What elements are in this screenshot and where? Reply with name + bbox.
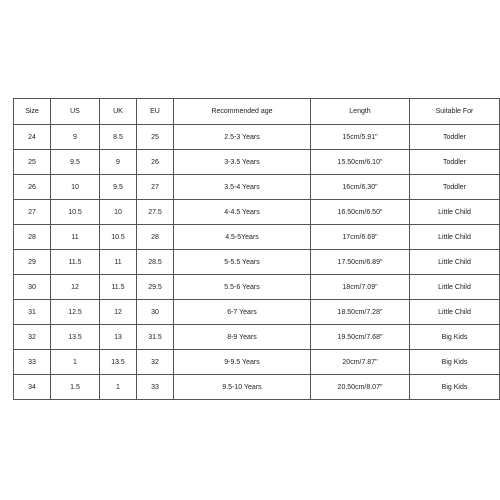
cell-suitable-for: Little Child — [410, 200, 500, 225]
size-chart-table — [13, 98, 500, 400]
cell-recommended-age: 9-9.5 Years — [174, 350, 311, 375]
header-suitable-for: Suitable For — [410, 99, 500, 125]
cell-eu: 33 — [137, 375, 174, 400]
cell-size: 31 — [14, 300, 51, 325]
cell-length: 17.50cm/6.89" — [311, 250, 410, 275]
table-row — [14, 200, 500, 225]
header-us: US — [51, 99, 100, 125]
cell-uk: 13 — [100, 325, 137, 350]
table-row — [14, 300, 500, 325]
cell-uk: 10 — [100, 200, 137, 225]
cell-eu: 27.5 — [137, 200, 174, 225]
cell-recommended-age: 4-4.5 Years — [174, 200, 311, 225]
cell-length: 18.50cm/7.28" — [311, 300, 410, 325]
cell-eu: 31.5 — [137, 325, 174, 350]
cell-suitable-for: Little Child — [410, 250, 500, 275]
cell-us: 12.5 — [51, 300, 100, 325]
cell-us: 9 — [51, 125, 100, 150]
table-row — [14, 325, 500, 350]
cell-size: 33 — [14, 350, 51, 375]
table-row — [14, 150, 500, 175]
cell-size: 28 — [14, 225, 51, 250]
cell-uk: 11 — [100, 250, 137, 275]
cell-uk: 8.5 — [100, 125, 137, 150]
cell-recommended-age: 5.5-6 Years — [174, 275, 311, 300]
cell-length: 15.50cm/6.10" — [311, 150, 410, 175]
cell-us: 12 — [51, 275, 100, 300]
header-row — [14, 99, 500, 125]
table-row — [14, 275, 500, 300]
cell-recommended-age: 2.5-3 Years — [174, 125, 311, 150]
cell-us: 13.5 — [51, 325, 100, 350]
cell-size: 27 — [14, 200, 51, 225]
cell-suitable-for: Big Kids — [410, 350, 500, 375]
cell-length: 16.50cm/6.50" — [311, 200, 410, 225]
cell-uk: 9 — [100, 150, 137, 175]
cell-length: 15cm/5.91" — [311, 125, 410, 150]
cell-eu: 32 — [137, 350, 174, 375]
cell-uk: 13.5 — [100, 350, 137, 375]
cell-us: 10 — [51, 175, 100, 200]
table-row — [14, 225, 500, 250]
table-row — [14, 375, 500, 400]
cell-eu: 29.5 — [137, 275, 174, 300]
cell-length: 20.50cm/8.07" — [311, 375, 410, 400]
cell-us: 11.5 — [51, 250, 100, 275]
cell-length: 18cm/7.09" — [311, 275, 410, 300]
cell-eu: 27 — [137, 175, 174, 200]
header-uk: UK — [100, 99, 137, 125]
cell-size: 34 — [14, 375, 51, 400]
cell-uk: 9.5 — [100, 175, 137, 200]
table-row — [14, 350, 500, 375]
cell-eu: 28.5 — [137, 250, 174, 275]
cell-us: 11 — [51, 225, 100, 250]
cell-suitable-for: Big Kids — [410, 325, 500, 350]
cell-recommended-age: 3.5-4 Years — [174, 175, 311, 200]
cell-size: 30 — [14, 275, 51, 300]
cell-recommended-age: 4.5-5Years — [174, 225, 311, 250]
cell-suitable-for: Little Child — [410, 300, 500, 325]
cell-recommended-age: 8-9 Years — [174, 325, 311, 350]
cell-recommended-age: 6-7 Years — [174, 300, 311, 325]
cell-suitable-for: Toddler — [410, 125, 500, 150]
cell-uk: 10.5 — [100, 225, 137, 250]
cell-length: 17cm/6.69" — [311, 225, 410, 250]
cell-size: 32 — [14, 325, 51, 350]
table-row — [14, 175, 500, 200]
cell-eu: 30 — [137, 300, 174, 325]
cell-suitable-for: Toddler — [410, 150, 500, 175]
cell-us: 10.5 — [51, 200, 100, 225]
cell-size: 29 — [14, 250, 51, 275]
header-eu: EU — [137, 99, 174, 125]
cell-size: 24 — [14, 125, 51, 150]
cell-size: 25 — [14, 150, 51, 175]
cell-us: 1 — [51, 350, 100, 375]
cell-eu: 26 — [137, 150, 174, 175]
cell-size: 26 — [14, 175, 51, 200]
cell-suitable-for: Little Child — [410, 275, 500, 300]
cell-length: 19.50cm/7.68" — [311, 325, 410, 350]
header-recommended-age: Recommended age — [174, 99, 311, 125]
cell-eu: 25 — [137, 125, 174, 150]
cell-eu: 28 — [137, 225, 174, 250]
cell-us: 9.5 — [51, 150, 100, 175]
cell-length: 20cm/7.87" — [311, 350, 410, 375]
header-size: Size — [14, 99, 51, 125]
cell-suitable-for: Big Kids — [410, 375, 500, 400]
cell-recommended-age: 9.5-10 Years — [174, 375, 311, 400]
cell-recommended-age: 3-3.5 Years — [174, 150, 311, 175]
cell-recommended-age: 5-5.5 Years — [174, 250, 311, 275]
cell-length: 16cm/6.30" — [311, 175, 410, 200]
table-row — [14, 125, 500, 150]
cell-us: 1.5 — [51, 375, 100, 400]
cell-uk: 11.5 — [100, 275, 137, 300]
table-row — [14, 250, 500, 275]
cell-suitable-for: Toddler — [410, 175, 500, 200]
header-length: Length — [311, 99, 410, 125]
cell-uk: 12 — [100, 300, 137, 325]
cell-suitable-for: Little Child — [410, 225, 500, 250]
cell-uk: 1 — [100, 375, 137, 400]
